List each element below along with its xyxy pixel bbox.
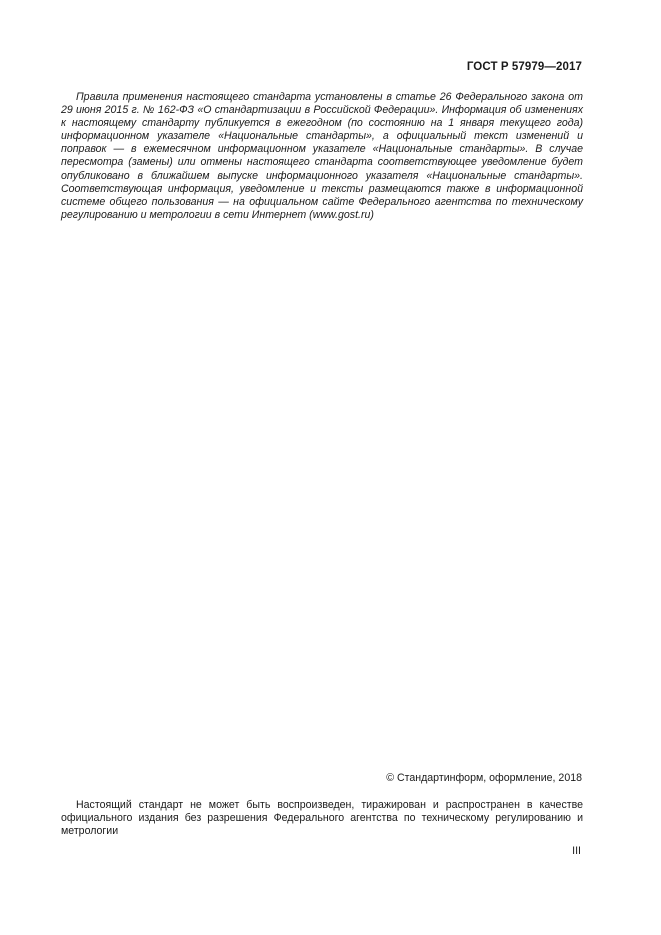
standard-code-header: ГОСТ Р 57979—2017 (466, 61, 582, 73)
page-number: III (572, 845, 581, 857)
reproduction-notice: Настоящий стандарт не может быть воспроизведен, тиражирован и распространен в качестве официального издания без разрешения Федерального агентства по техническому регулированию и метрологии (61, 799, 583, 838)
standard-application-notice: Правила применения настоящего стандарта установлены в статье 26 Федерального закона от 29 июня 2015 г. № 162-ФЗ «О стандартизации в Российской Федерации». Информация об изменениях к настоящему стандарту публикуется в ежегодном (по состоянию на 1 января текущего года) информационном указателе «Национальные стандарты», а официальный текст изменений и поправок — в ежемесячном информационном указателе «Национальные стандарты». В случае пересмотра (замены) или отмены настоящего стандарта соответствующее уведомление будет опубликовано в ближайшем выпуске информационного указателя «Национальные стандарты». Соответствующая информация, уведомление и тексты размещаются также в информационной системе общего пользования — на официальном сайте Федерального агентства по техническому регулированию и метрологии в сети Интернет (www.gost.ru) (61, 91, 583, 221)
copyright-line: © Стандартинформ, оформление, 2018 (386, 772, 582, 784)
